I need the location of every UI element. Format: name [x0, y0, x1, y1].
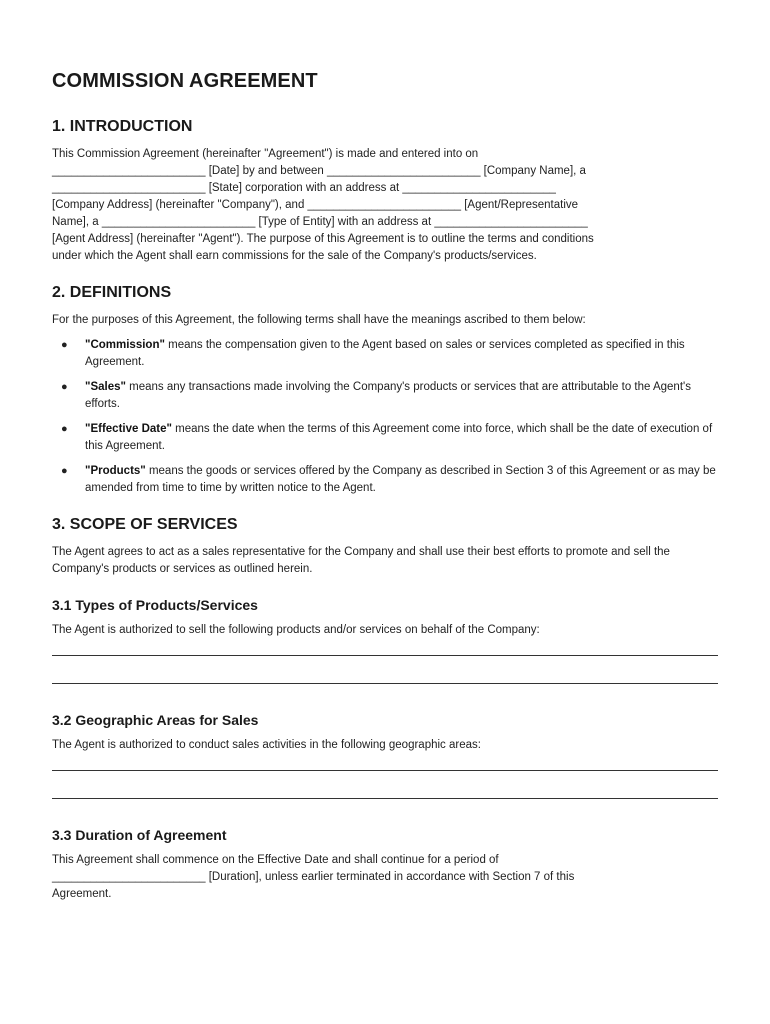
section-heading-definitions: 2. DEFINITIONS	[52, 284, 172, 301]
duration-line: This Agreement shall commence on the Effective Date and shall continue for a period of	[52, 854, 499, 866]
subsection-heading-types: 3.1 Types of Products/Services	[52, 597, 258, 613]
areas-fill-lines	[52, 762, 722, 799]
definition-item	[52, 421, 722, 455]
duration-line: Agreement.	[52, 888, 112, 900]
introduction-line: ________________________ [Date] by and between ________________________ [Company Name], a	[52, 165, 586, 177]
section-heading-scope: 3. SCOPE OF SERVICES	[52, 516, 238, 533]
definition-term: "Effective Date"	[85, 423, 172, 435]
definition-item	[52, 379, 722, 413]
section-heading-introduction: 1. INTRODUCTION	[52, 118, 193, 135]
areas-paragraph: The Agent is authorized to conduct sales activities in the following geographic areas:	[52, 739, 481, 751]
definition-text: means the compensation given to the Agent based on sales or services completed as specified in this Agreement.	[85, 339, 685, 368]
scope-paragraph: The Agent agrees to act as a sales representative for the Company and shall use their best efforts to promote and sell the Company's products or services as outlined herein.	[52, 546, 670, 575]
definition-term: "Commission"	[85, 339, 165, 351]
fill-in-line[interactable]	[52, 770, 718, 771]
definition-text: means the date when the terms of this Agreement come into force, which shall be the date of execution of this Agreement.	[85, 423, 713, 452]
types-fill-lines	[52, 647, 722, 684]
introduction-line: [Company Address] (hereinafter "Company"), and ________________________ [Agent/Representative	[52, 199, 579, 211]
definitions-list	[52, 337, 722, 497]
introduction-paragraph	[52, 146, 722, 265]
definition-text: means the goods or services offered by the Company as described in Section 3 of this Agreement or as may be amended from time to time by written notice to the Agent.	[85, 465, 716, 494]
definition-item	[52, 337, 722, 371]
types-paragraph: The Agent is authorized to sell the following products and/or services on behalf of the Company:	[52, 624, 540, 636]
definition-text: means any transactions made involving the Company's products or services that are attributable to the Agent's efforts.	[85, 381, 691, 410]
subsection-heading-duration: 3.3 Duration of Agreement	[52, 827, 227, 843]
fill-in-line[interactable]	[52, 798, 718, 799]
introduction-line: Name], a ________________________ [Type of Entity] with an address at ________________________	[52, 216, 588, 228]
introduction-line: This Commission Agreement (hereinafter "Agreement") is made and entered into on	[52, 148, 479, 160]
document-content	[52, 66, 722, 921]
bullet-icon: ●	[61, 423, 68, 435]
bullet-icon: ●	[61, 381, 68, 393]
fill-in-line[interactable]	[52, 655, 718, 656]
bullet-icon: ●	[61, 465, 68, 477]
bullet-icon: ●	[61, 339, 68, 351]
introduction-line: [Agent Address] (hereinafter "Agent"). The purpose of this Agreement is to outline the terms and conditions	[52, 233, 594, 245]
definition-term: "Products"	[85, 465, 146, 477]
introduction-line: ________________________ [State] corporation with an address at ________________________	[52, 182, 556, 194]
duration-line: ________________________ [Duration], unless earlier terminated in accordance with Section 7 of this	[52, 871, 575, 883]
fill-in-line[interactable]	[52, 683, 718, 684]
introduction-line: under which the Agent shall earn commissions for the sale of the Company's products/services.	[52, 250, 537, 262]
document-title: COMMISSION AGREEMENT	[52, 70, 318, 92]
definition-term: "Sales"	[85, 381, 126, 393]
definitions-intro: For the purposes of this Agreement, the following terms shall have the meanings ascribed to them below:	[52, 314, 586, 326]
definition-item	[52, 463, 722, 497]
subsection-heading-areas: 3.2 Geographic Areas for Sales	[52, 712, 259, 728]
duration-paragraph	[52, 852, 722, 903]
